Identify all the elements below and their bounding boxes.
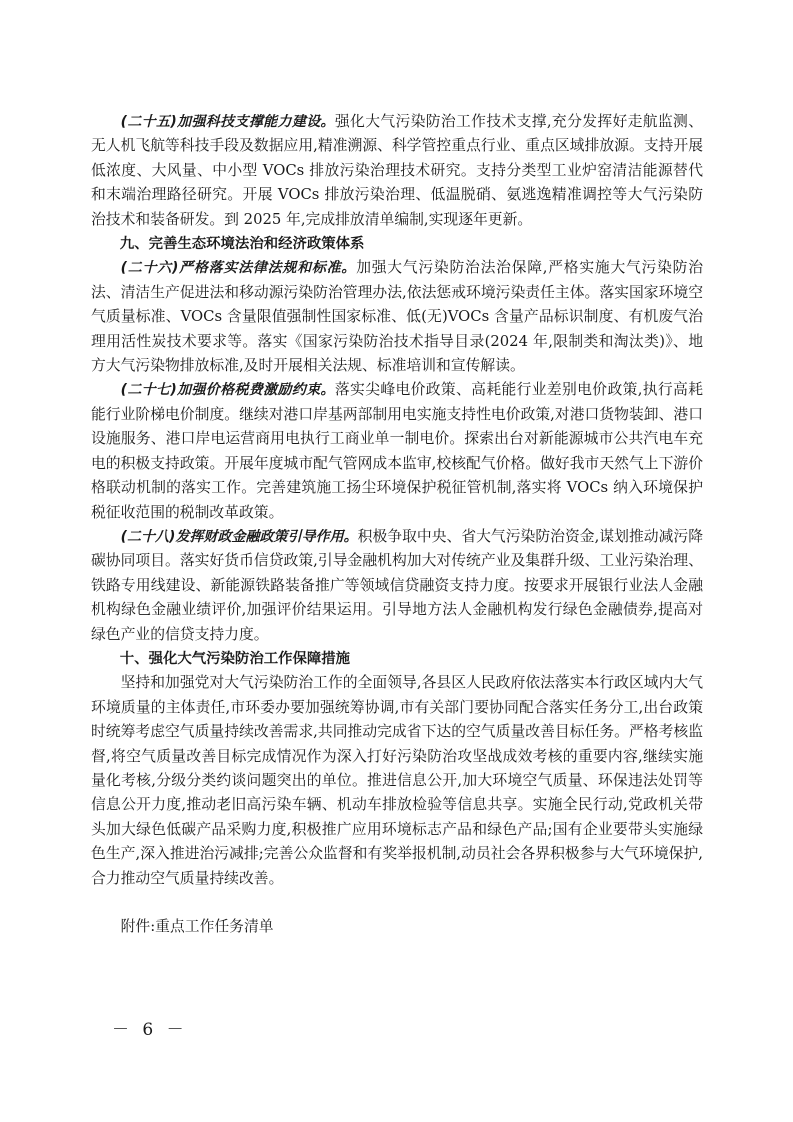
section-heading-9: 九、完善生态环境法治和经济政策体系 <box>119 236 365 253</box>
paragraph-25-body: 强化大气污染防治工作技术支撑,充分发挥好走航监测、无人机飞航等科技手段及数据应用,精准溯源、科学管控重点行业、重点区域排放源。支持开展低浓度、大风量、中小型 VOCs 排放污染治理技术研究。支持分类型工业炉窑清洁能源替代和末端治理路径研究。开展 VOCs 排放污染治理、低温脱硝、氨逃逸精准调控等大气污染防治技术和装备研发。到 2025 年,完成排放清单编制,实现逐年更新。 <box>91 113 703 228</box>
paragraph-27-lead: (二十七)加强价格税费激励约束。 <box>120 382 335 399</box>
paragraph-27-body: 落实尖峰电价政策、高耗能行业差别电价政策,执行高耗能行业阶梯电价制度。继续对港口岸基两部制用电实施支持性电价政策,对港口货物装卸、港口设施服务、港口岸电运营商用电执行工商业单一制电价。探索出台对新能源城市公共汽电车充电的积极支持政策。开展年度城市配气管网成本监审,校核配气价格。做好我市天然气上下游价格联动机制的落实工作。完善建筑施工扬尘环境保护税征管机制,落实将 VOCs 纳入环境保护税征收范围的税制改革政策。 <box>91 381 703 521</box>
paragraph-27 <box>91 378 703 524</box>
paragraph-28-lead: (二十八)发挥财政金融政策引导作用。 <box>120 528 358 545</box>
attachment-line: 附件:重点工作任务清单 <box>120 918 274 935</box>
paragraph-26 <box>91 256 703 378</box>
document-body <box>91 110 703 954</box>
paragraph-26-body: 加强大气污染防治法治保障,严格实施大气污染防治法、清洁生产促进法和移动源污染防治管理办法,依法惩戒环境污染责任主体。落实国家环境空气质量标准、VOCs 含量限值强制性国家标准、低(无)VOCs 含量产品标识制度、有机废气治理用活性炭技术要求等。落实《国家污染防治技术指导目录(2024 年,限制类和淘汰类)》、地方大气污染物排放标准,及时开展相关法规、标准培训和宣传解读。 <box>91 259 703 375</box>
paragraph-28-body: 积极争取中央、省大气污染防治资金,谋划推动减污降碳协同项目。落实好货币信贷政策,引导金融机构加大对传统产业及集群升级、工业污染治理、铁路专用线建设、新能源铁路装备推广等领域信贷融资支持力度。按要求开展银行业法人金融机构绿色金融业绩评价,加强评价结果运用。引导地方法人金融机构发行绿色金融债券,提高对绿色产业的信贷支持力度。 <box>91 527 703 643</box>
paragraph-28 <box>91 525 703 647</box>
paragraph-25 <box>91 110 703 232</box>
section-heading-10: 十、强化大气污染防治工作保障措施 <box>119 650 351 667</box>
paragraph-10-body: 坚持和加强党对大气污染防治工作的全面领导,各县区人民政府依法落实本行政区域内大气环境质量的主体责任,市环委办要加强统筹协调,市有关部门要协同配合落实任务分工,出台政策时统筹考虑空气质量持续改善需求,共同推动完成省下达的空气质量改善目标任务。严格考核监督,将空气质量改善目标完成情况作为深入打好污染防治攻坚战成效考核的重要内容,继续实施量化考核,分级分类约谈问题突出的单位。推进信息公开,加大环境空气质量、环保违法处罚等信息公开力度,推动老旧高污染车辆、机动车排放检验等信息共享。实施全民行动,党政机关带头加大绿色低碳产品采购力度,积极推广应用环境标志产品和绿色产品;国有企业要带头实施绿色生产,深入推进治污减排;完善公众监督和有奖举报机制,动员社会各界积极参与大气环境保护,合力推动空气质量持续改善。 <box>91 674 703 887</box>
paragraph-25-lead: (二十五)加强科技支撑能力建设。 <box>120 114 335 130</box>
page-number: － 6 － <box>112 1020 188 1040</box>
paragraph-26-lead: (二十六)严格落实法律法规和标准。 <box>120 260 357 277</box>
